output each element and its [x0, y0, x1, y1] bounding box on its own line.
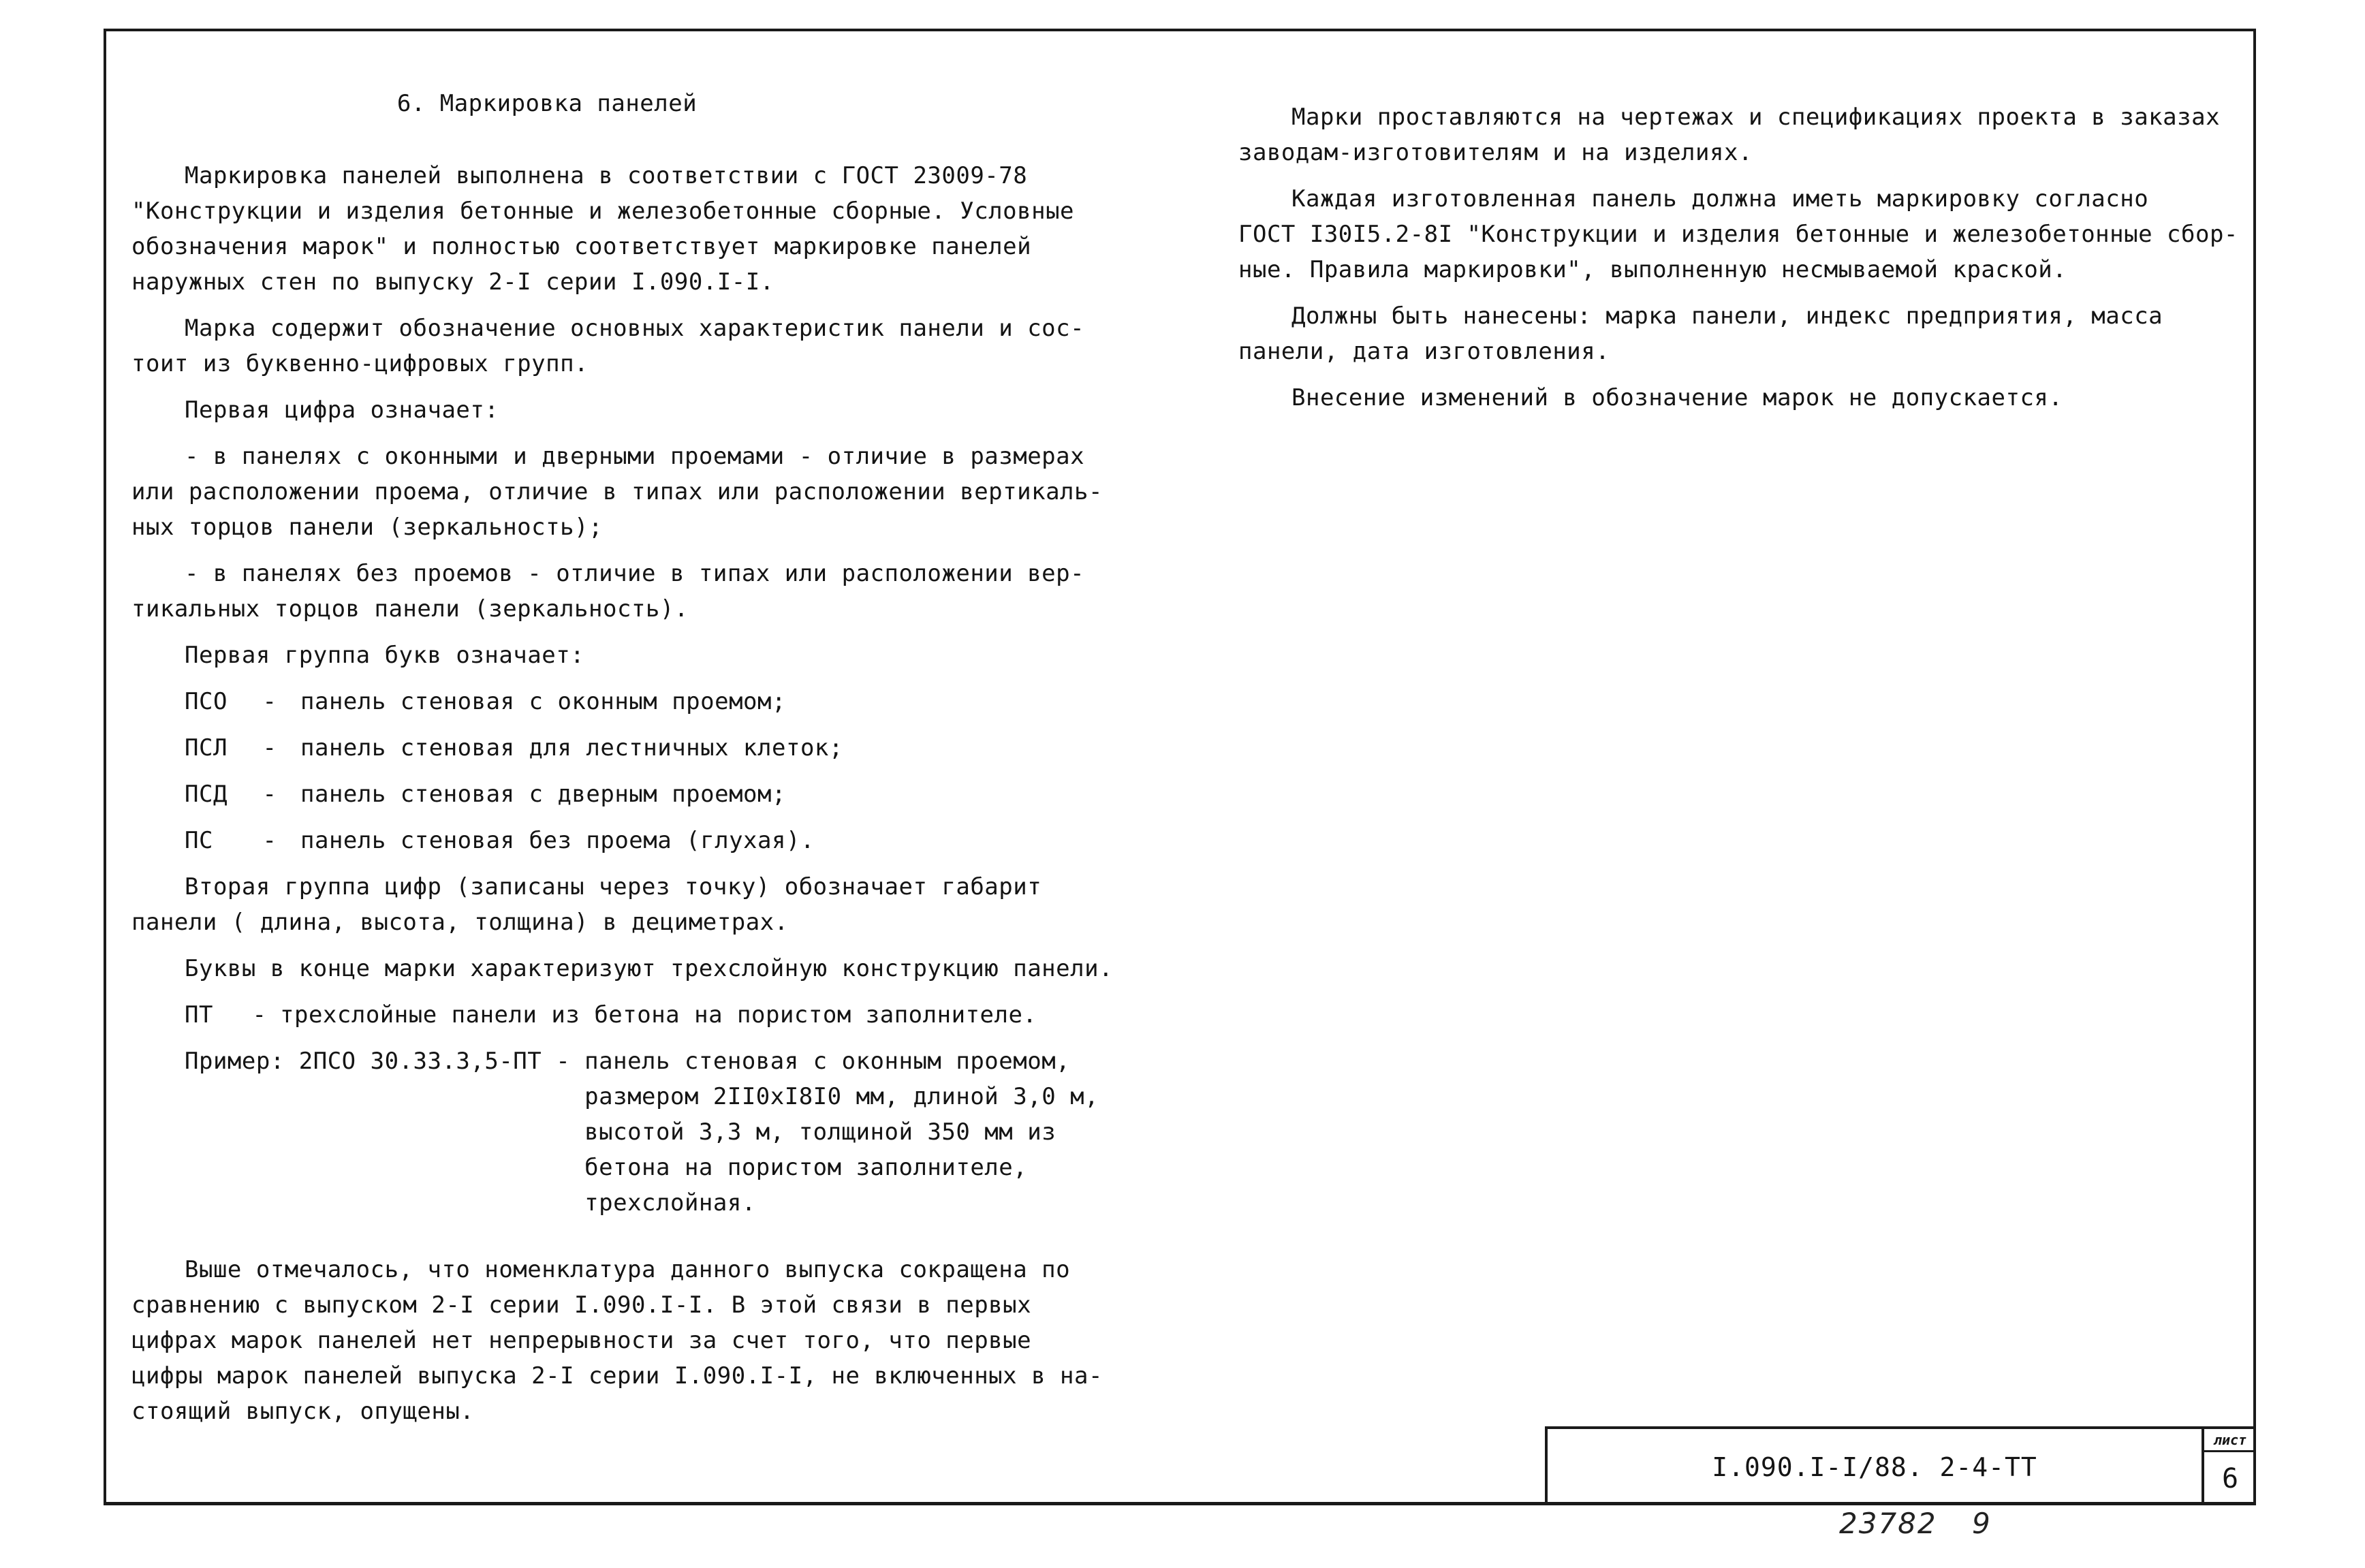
abbreviation-code: ПСЛ [185, 734, 228, 762]
abbreviation-row [185, 684, 1106, 719]
example-line: трехслойная. [584, 1189, 756, 1217]
right-column [1238, 99, 2238, 426]
example-block [185, 1044, 1106, 1221]
paragraph-second-group [131, 869, 1106, 940]
abbreviation-row [185, 823, 1106, 858]
example-line: панель стеновая с оконным проемом, [584, 1048, 1071, 1075]
document-code: I.090.I-I/88. 2-4-ТТ [1712, 1452, 2037, 1482]
text-line: обозначения марок" и полностью соответствует маркировке панелей [131, 233, 1032, 260]
paragraph-no-changes: Внесение изменений в обозначение марок не допускается. [1291, 384, 2063, 411]
text-line: панели, дата изготовления. [1238, 338, 1610, 365]
text-line: Каждая изготовленная панель должна иметь маркировку согласно [1291, 185, 2149, 213]
text-line: наружных стен по выпуску 2-I серии I.090.I-I. [131, 268, 774, 296]
text-line: Вторая группа цифр (записаны через точку) обозначает габарит [185, 873, 1042, 900]
text-line: Марка содержит обозначение основных характеристик панели и сос- [185, 315, 1085, 342]
abbreviation-code: ПСД [185, 781, 228, 808]
abbreviation-text: трехслойные панели из бетона на пористом заполнителе. [280, 1001, 1037, 1029]
abbreviation-code: ПСО [185, 688, 228, 715]
text-line: стоящий выпуск, опущены. [131, 1398, 475, 1425]
text-line: сравнению с выпуском 2-I серии I.090.I-I. В этой связи в первых [131, 1291, 1032, 1319]
text-line: панели ( длина, высота, толщина) в дециметрах. [131, 909, 789, 936]
abbreviation-row [185, 777, 1106, 812]
paragraph-no-openings [131, 556, 1106, 627]
sheet-label: лист [2204, 1429, 2256, 1452]
abbreviation-dash: - [262, 781, 277, 808]
abbreviation-text: панель стеновая с дверным проемом; [300, 781, 786, 808]
abbreviation-text: панель стеновая с оконным проемом; [300, 688, 786, 715]
abbreviation-dash: - [262, 734, 277, 762]
text-line: - в панелях с оконными и дверными проемами - отличие в размерах [185, 443, 1085, 470]
paragraph-end-letters: Буквы в конце марки характеризуют трехслойную конструкцию панели. [185, 955, 1114, 982]
sheet-cell [2202, 1429, 2256, 1505]
section-heading: 6. Маркировка панелей [396, 90, 698, 117]
sheet-number: 6 [2221, 1463, 2239, 1494]
page-number: 9 [1971, 1507, 1992, 1540]
inventory-number: 23782 [1839, 1507, 1937, 1540]
text-line: ные. Правила маркировки", выполненную несмываемой краской. [1238, 256, 2067, 283]
abbreviation-row [185, 730, 1106, 766]
text-line: - в панелях без проемов - отличие в типах или расположении вер- [185, 560, 1085, 587]
text-line: ных торцов панели (зеркальность); [131, 514, 604, 541]
text-line: Маркировка панелей выполнена в соответствии с ГОСТ 23009-78 [185, 162, 1028, 189]
abbreviation-dash: - [252, 1001, 267, 1029]
abbreviation-code: ПТ [185, 1001, 213, 1029]
text-line: или расположении проема, отличие в типах или расположении вертикаль- [131, 478, 1103, 505]
abbreviation-text: панель стеновая без проема (глухая). [300, 827, 815, 854]
abbreviation-dash: - [262, 688, 277, 715]
text-line: заводам-изготовителям и на изделиях. [1238, 139, 1753, 166]
abbreviation-row-tt [185, 997, 1106, 1033]
paragraph-must-apply [1238, 298, 2233, 369]
text-line: тоит из буквенно-цифровых групп. [131, 350, 589, 377]
abbreviation-code: ПС [185, 827, 213, 854]
text-line: Должны быть нанесены: марка панели, индекс предприятия, масса [1291, 302, 2163, 330]
text-line: тикальных торцов панели (зеркальность). [131, 595, 689, 623]
example-line: высотой 3,3 м, толщиной 350 мм из [584, 1118, 1056, 1146]
example-description [584, 1044, 1099, 1221]
abbreviation-text: панель стеновая для лестничных клеток; [300, 734, 843, 762]
paragraph-marks-placement [1238, 99, 2233, 170]
paragraph-each-panel [1238, 181, 2238, 287]
example-label: Пример: 2ПСО 30.33.3,5-ПТ - [185, 1048, 585, 1075]
paragraph-mark-content [131, 311, 1106, 381]
handwritten-inventory-number [1839, 1507, 2016, 1540]
paragraph-gost [131, 158, 1106, 300]
text-line: цифры марок панелей выпуска 2-I серии I.090.I-I, не включенных в на- [131, 1362, 1103, 1390]
text-line: Марки проставляются на чертежах и спецификациях проекта в заказах [1291, 104, 2221, 131]
paragraph-openings [131, 439, 1106, 545]
left-column [131, 86, 1114, 1440]
example-line: размером 2II0xI8I0 мм, длиной 3,0 м, [584, 1083, 1099, 1110]
text-line: "Конструкции и изделия бетонные и железобетонные сборные. Условные [131, 198, 1075, 225]
text-line: Выше отмечалось, что номенклатура данного выпуска сокращена по [185, 1256, 1071, 1283]
text-line: ГОСТ I30I5.2-8I "Конструкции и изделия бетонные и железобетонные сбор- [1238, 221, 2238, 248]
title-block [1545, 1426, 2256, 1505]
text-line: цифрах марок панелей нет непрерывности за счет того, что первые [131, 1327, 1032, 1354]
paragraph-first-letters: Первая группа букв означает: [185, 642, 585, 669]
abbreviation-dash: - [262, 827, 277, 854]
paragraph-nomenclature [131, 1252, 1106, 1429]
paragraph-first-digit: Первая цифра означает: [185, 396, 499, 424]
example-line: бетона на пористом заполнителе, [584, 1154, 1028, 1181]
